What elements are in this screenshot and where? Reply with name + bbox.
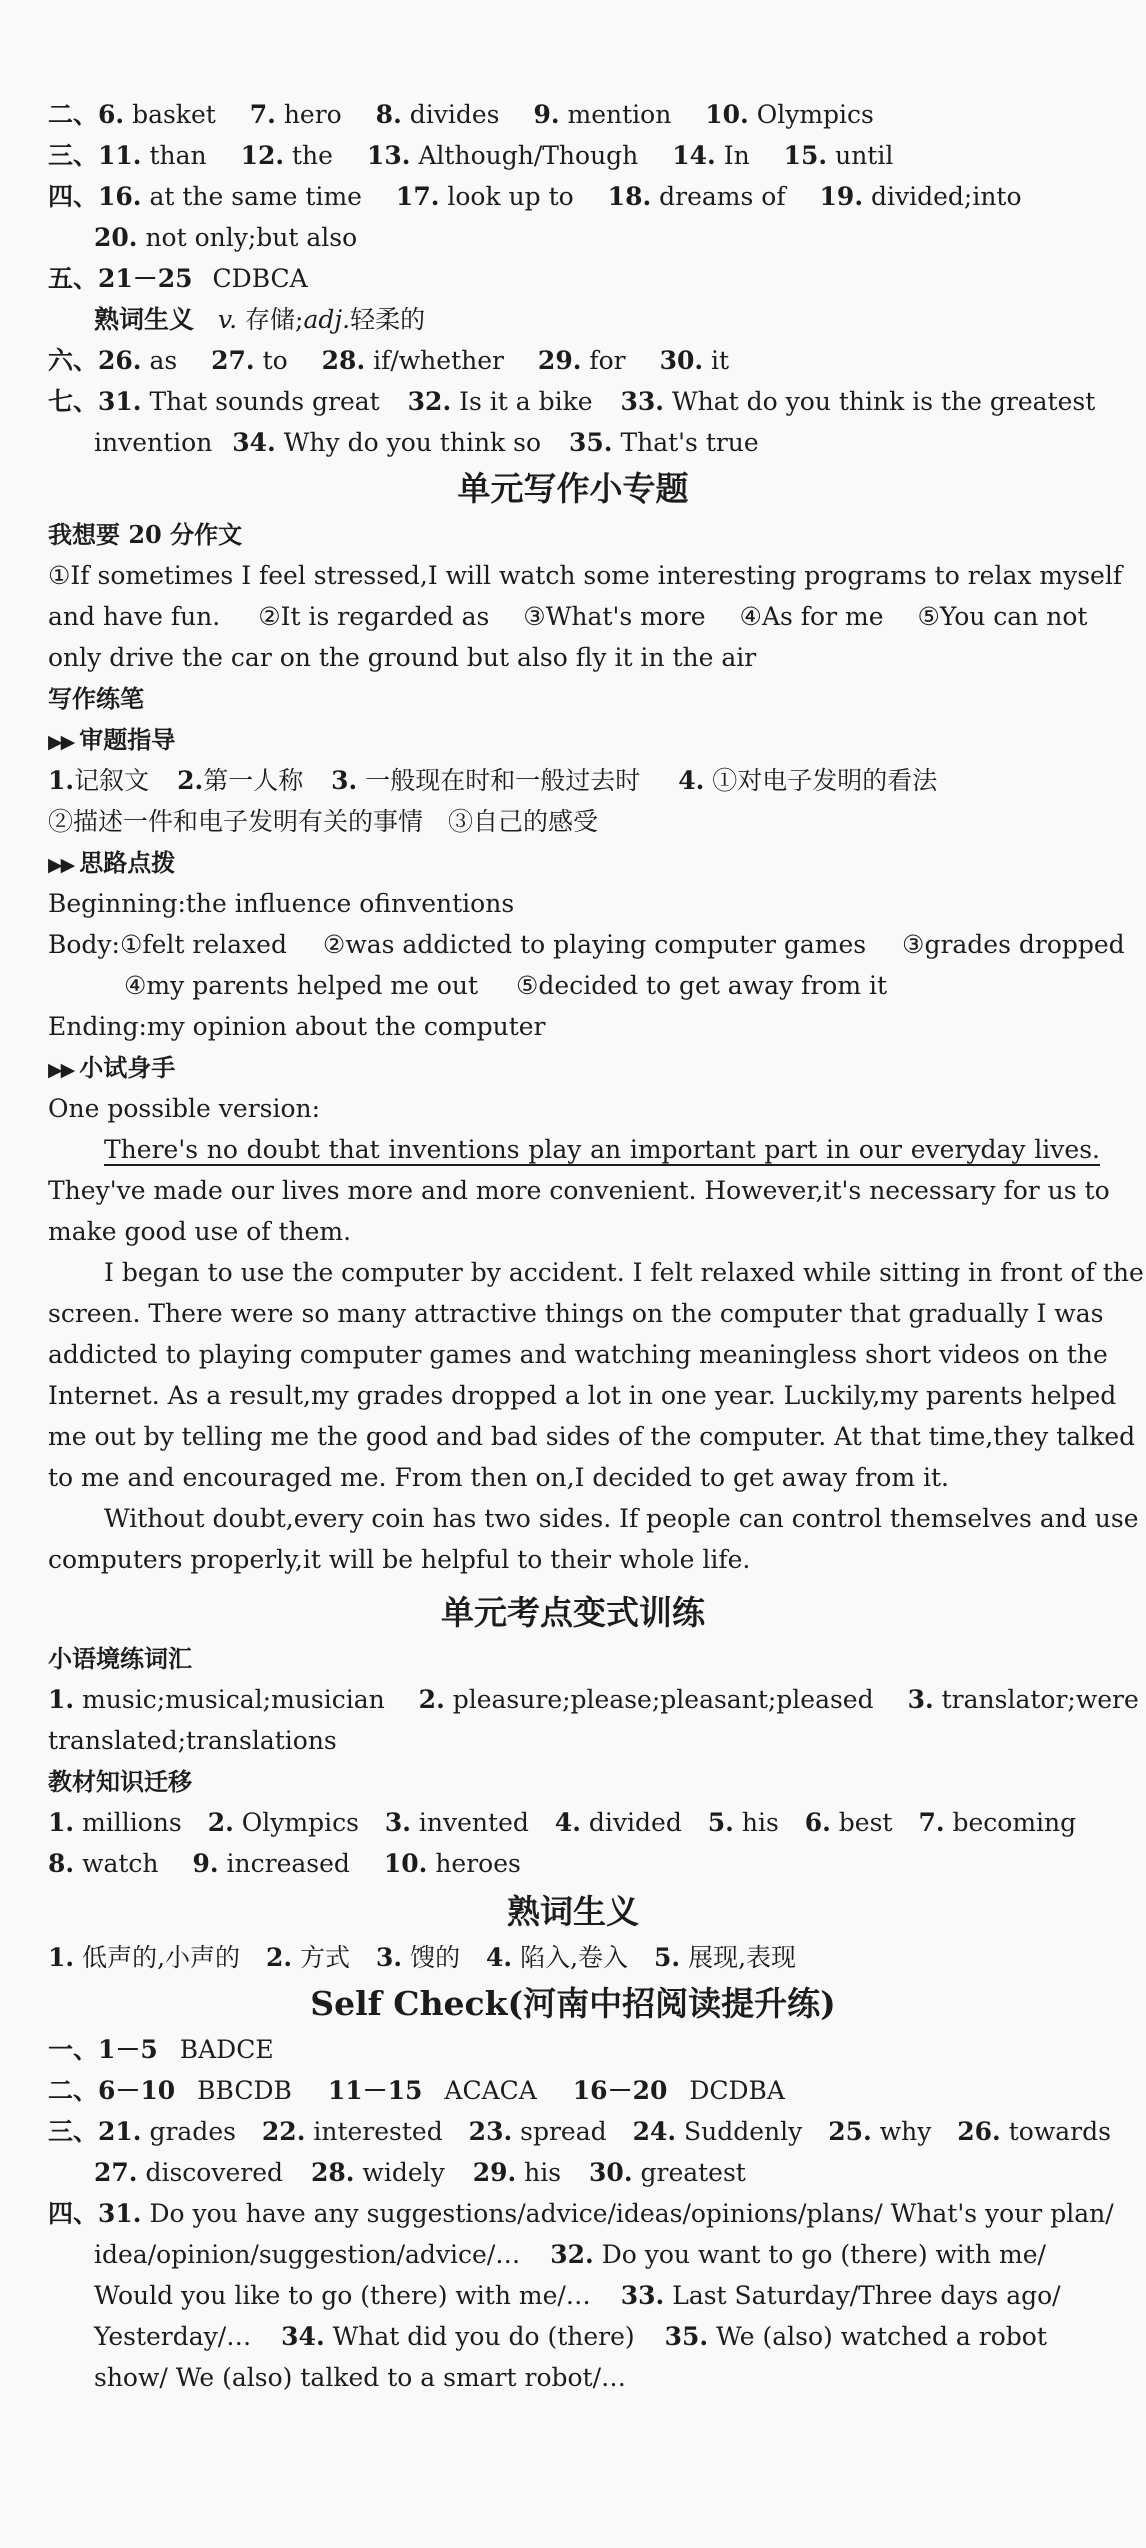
shuci-title: 熟词生义 bbox=[507, 1892, 639, 1931]
answer-line-7: 七、31. That sounds great 32. Is it a bike 33. What do you think is the greatest bbox=[48, 387, 1096, 416]
version-label: One possible version: bbox=[48, 1094, 321, 1123]
writing-line-1: ①If sometimes I feel stressed,I will watch some interesting programs to relax myself bbox=[48, 561, 1123, 590]
writing-title: 单元写作小专题 bbox=[457, 469, 689, 508]
selfcheck-line-4: 四、31. Do you have any suggestions/advice/ideas/opinions/plans/ What's your plan/ bbox=[48, 2199, 1114, 2228]
selfcheck-line-1: 一、1－5 BADCE bbox=[48, 2035, 274, 2064]
selfcheck-line-4e: show/ We (also) talked to a smart robot/… bbox=[94, 2363, 627, 2392]
selfcheck-title: Self Check(河南中招阅读提升练) bbox=[310, 1984, 836, 2023]
selfcheck-line-4d: Yesterday/… 34. What did you do (there) 35. We (also) watched a robot bbox=[94, 2322, 1047, 2351]
vocab-line-2: translated;translations bbox=[48, 1726, 337, 1755]
selfcheck-line-2: 二、6－10 BBCDB 11－15 ACACA 16－20 DCDBA bbox=[48, 2076, 785, 2105]
essay-line-5: screen. There were so many attractive things on the computer that gradually I was bbox=[48, 1299, 1104, 1328]
triangle-icon: ▶▶ bbox=[48, 854, 74, 876]
essay-line-4: I began to use the computer by accident. I felt relaxed while sitting in front of the bbox=[104, 1258, 1144, 1287]
essay-line-6: addicted to playing computer games and watching meaningless short videos on the bbox=[48, 1340, 1108, 1369]
answer-line-4b: 20. not only;but also bbox=[94, 223, 358, 252]
outline-body: Body:①felt relaxed ②was addicted to playing computer games ③grades dropped bbox=[48, 930, 1125, 959]
practice-subheading: 写作练笔 bbox=[48, 684, 144, 713]
transfer-line-1: 1. millions 2. Olympics 3. invented 4. divided 5. his 6. best 7. becoming bbox=[48, 1808, 1077, 1837]
transfer-subheading: 教材知识迁移 bbox=[48, 1767, 192, 1796]
answer-line-7b: invention 34. Why do you think so 35. That's true bbox=[94, 428, 759, 457]
guide-line-2: ②描述一件和电子发明有关的事情 ③自己的感受 bbox=[48, 807, 599, 836]
guide-line-1: 1.记叙文 2.第一人称 3. 一般现在时和一般过去时 4. ①对电子发明的看法 bbox=[48, 766, 938, 795]
guide-subheading: ▶▶ 审题指导 bbox=[48, 725, 176, 754]
vocab-subheading: 小语境练词汇 bbox=[48, 1644, 192, 1673]
essay-line-10: Without doubt,every coin has two sides. If people can control themselves and use bbox=[104, 1504, 1139, 1533]
shuci-line: 1. 低声的,小声的 2. 方式 3. 馊的 4. 陷入,卷入 5. 展现,表现 bbox=[48, 1943, 797, 1972]
essay-line-8: me out by telling me the good and bad sides of the computer. At that time,they talked bbox=[48, 1422, 1136, 1451]
answer-line-2: 二、6. basket 7. hero 8. divides 9. mention 10. Olympics bbox=[48, 100, 874, 129]
essay-line-1: There's no doubt that inventions play an important part in our everyday lives. bbox=[104, 1135, 1100, 1164]
writing-line-3: only drive the car on the ground but also fly it in the air bbox=[48, 643, 757, 672]
selfcheck-line-3: 三、21. grades 22. interested 23. spread 24. Suddenly 25. why 26. towards bbox=[48, 2117, 1111, 2146]
answer-line-4: 四、16. at the same time 17. look up to 18. dreams of 19. divided;into bbox=[48, 182, 1022, 211]
selfcheck-line-3b: 27. discovered 28. widely 29. his 30. greatest bbox=[94, 2158, 746, 2187]
triangle-icon: ▶▶ bbox=[48, 1059, 74, 1081]
vocab-line-1: 1. music;musical;musician 2. pleasure;please;pleasant;pleased 3. translator;were bbox=[48, 1685, 1139, 1714]
essay-line-7: Internet. As a result,my grades dropped a lot in one year. Luckily,my parents helped bbox=[48, 1381, 1117, 1410]
outline-body-2: ④my parents helped me out ⑤decided to get away from it bbox=[124, 971, 888, 1000]
essay-line-9: to me and encouraged me. From then on,I decided to get away from it. bbox=[48, 1463, 949, 1492]
exam-title: 单元考点变式训练 bbox=[441, 1593, 705, 1632]
essay-line-11: computers properly,it will be helpful to their whole life. bbox=[48, 1545, 751, 1574]
outline-ending: Ending:my opinion about the computer bbox=[48, 1012, 546, 1041]
transfer-line-2: 8. watch 9. increased 10. heroes bbox=[48, 1849, 521, 1878]
essay-line-3: make good use of them. bbox=[48, 1217, 352, 1246]
answer-line-6: 六、26. as 27. to 28. if/whether 29. for 30. it bbox=[48, 346, 730, 375]
essay-line-2: They've made our lives more and more convenient. However,it's necessary for us to bbox=[48, 1176, 1110, 1205]
shuci-note: 熟词生义 v. 存储;adj.轻柔的 bbox=[94, 305, 426, 334]
trial-subheading: ▶▶ 小试身手 bbox=[48, 1053, 176, 1082]
triangle-icon: ▶▶ bbox=[48, 731, 74, 753]
writing-line-2: and have fun. ②It is regarded as ③What's more ④As for me ⑤You can not bbox=[48, 602, 1088, 631]
outline-beginning: Beginning:the influence ofinventions bbox=[48, 889, 515, 918]
writing-subheading: 我想要 20 分作文 bbox=[48, 520, 243, 549]
answer-line-3: 三、11. than 12. the 13. Although/Though 14. In 15. until bbox=[48, 141, 894, 170]
selfcheck-line-4c: Would you like to go (there) with me/… 33. Last Saturday/Three days ago/ bbox=[94, 2281, 1061, 2310]
selfcheck-line-4b: idea/opinion/suggestion/advice/… 32. Do you want to go (there) with me/ bbox=[94, 2240, 1046, 2269]
answer-line-5: 五、21－25 CDBCA bbox=[48, 264, 308, 293]
outline-subheading: ▶▶ 思路点拨 bbox=[48, 848, 176, 877]
